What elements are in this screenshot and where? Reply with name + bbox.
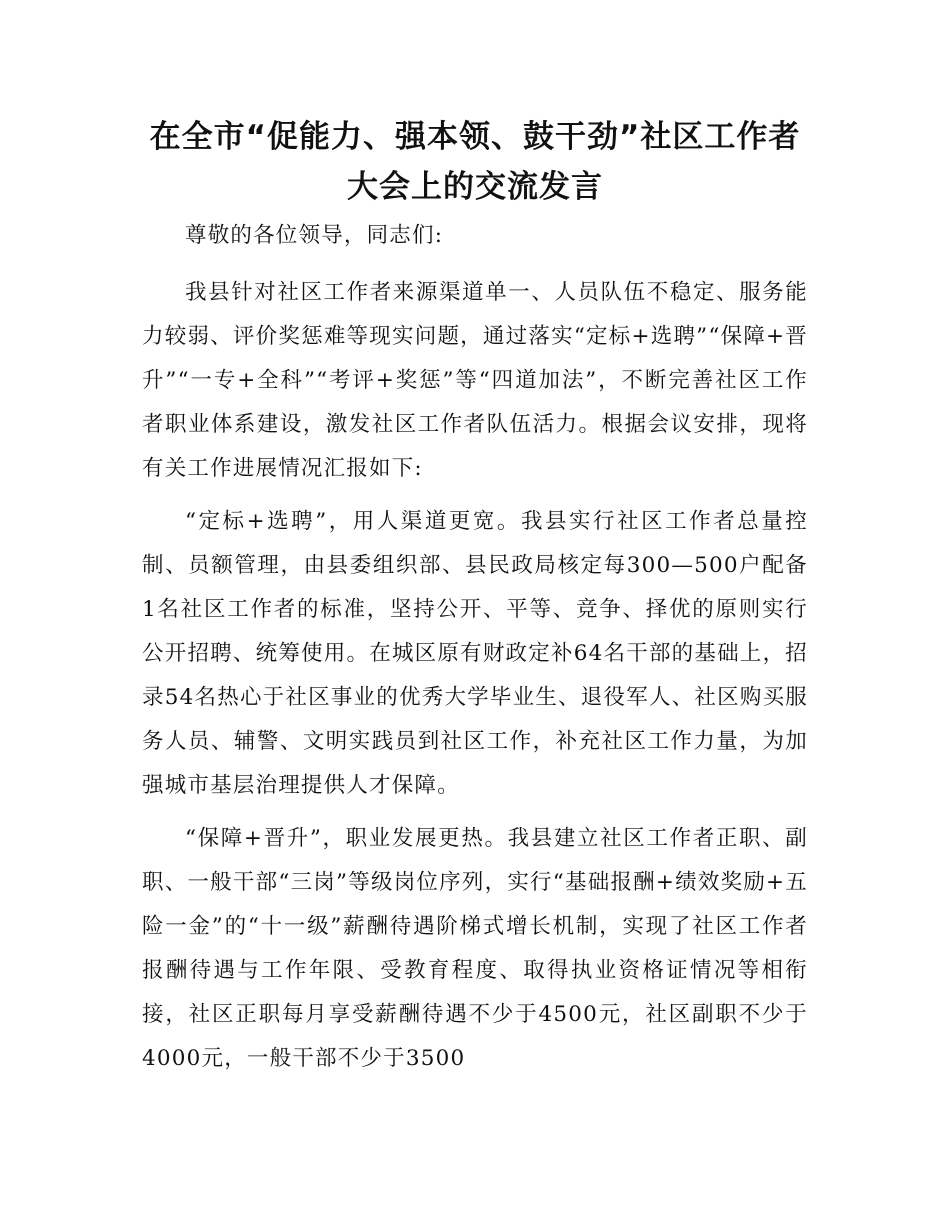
document-title: 在全市“促能力、强本领、鼓干劲”社区工作者大会上的交流发言 xyxy=(149,119,801,205)
paragraph-recruitment: “定标+选聘”，用人渠道更宽。我县实行社区工作者总量控制、员额管理，由县委组织部、县民政局核定每300—500户配备1名社区工作者的标准，坚持公开、平等、竞争、择优的原则实行公开招聘、统筹使用。在城区原有财政定补64名干部的基础上，招录54名热心于社区事业的优秀大学毕业生、退役军人、社区购买服务人员、辅警、文明实践员到社区工作，补充社区工作力量，为加强城市基层治理提供人才保障。 xyxy=(142,509,808,798)
paragraph-intro: 我县针对社区工作者来源渠道单一、人员队伍不稳定、服务能力较弱、评价奖惩难等现实问题，通过落实“定标+选聘”“保障+晋升”“一专+全科”“考评+奖惩”等“四道加法”，不断完善社区工作者职业体系建设，激发社区工作者队伍活力。根据会议安排，现将有关工作进展情况汇报如下: xyxy=(142,280,808,481)
paragraph-career-development: “保障+晋升”，职业发展更热。我县建立社区工作者正职、副职、一般干部“三岗”等级岗位序列，实行“基础报酬+绩效奖励+五险一金”的“十一级”薪酬待遇阶梯式增长机制，实现了社区工作者报酬待遇与工作年限、受教育程度、取得执业资格证情况等相衔接，社区正职每月享受薪酬待遇不少于4500元，社区副职不少于4000元，一般干部不少于3500 xyxy=(142,826,808,1071)
salutation: 尊敬的各位领导，同志们: xyxy=(185,223,444,248)
document-body xyxy=(142,214,808,1090)
